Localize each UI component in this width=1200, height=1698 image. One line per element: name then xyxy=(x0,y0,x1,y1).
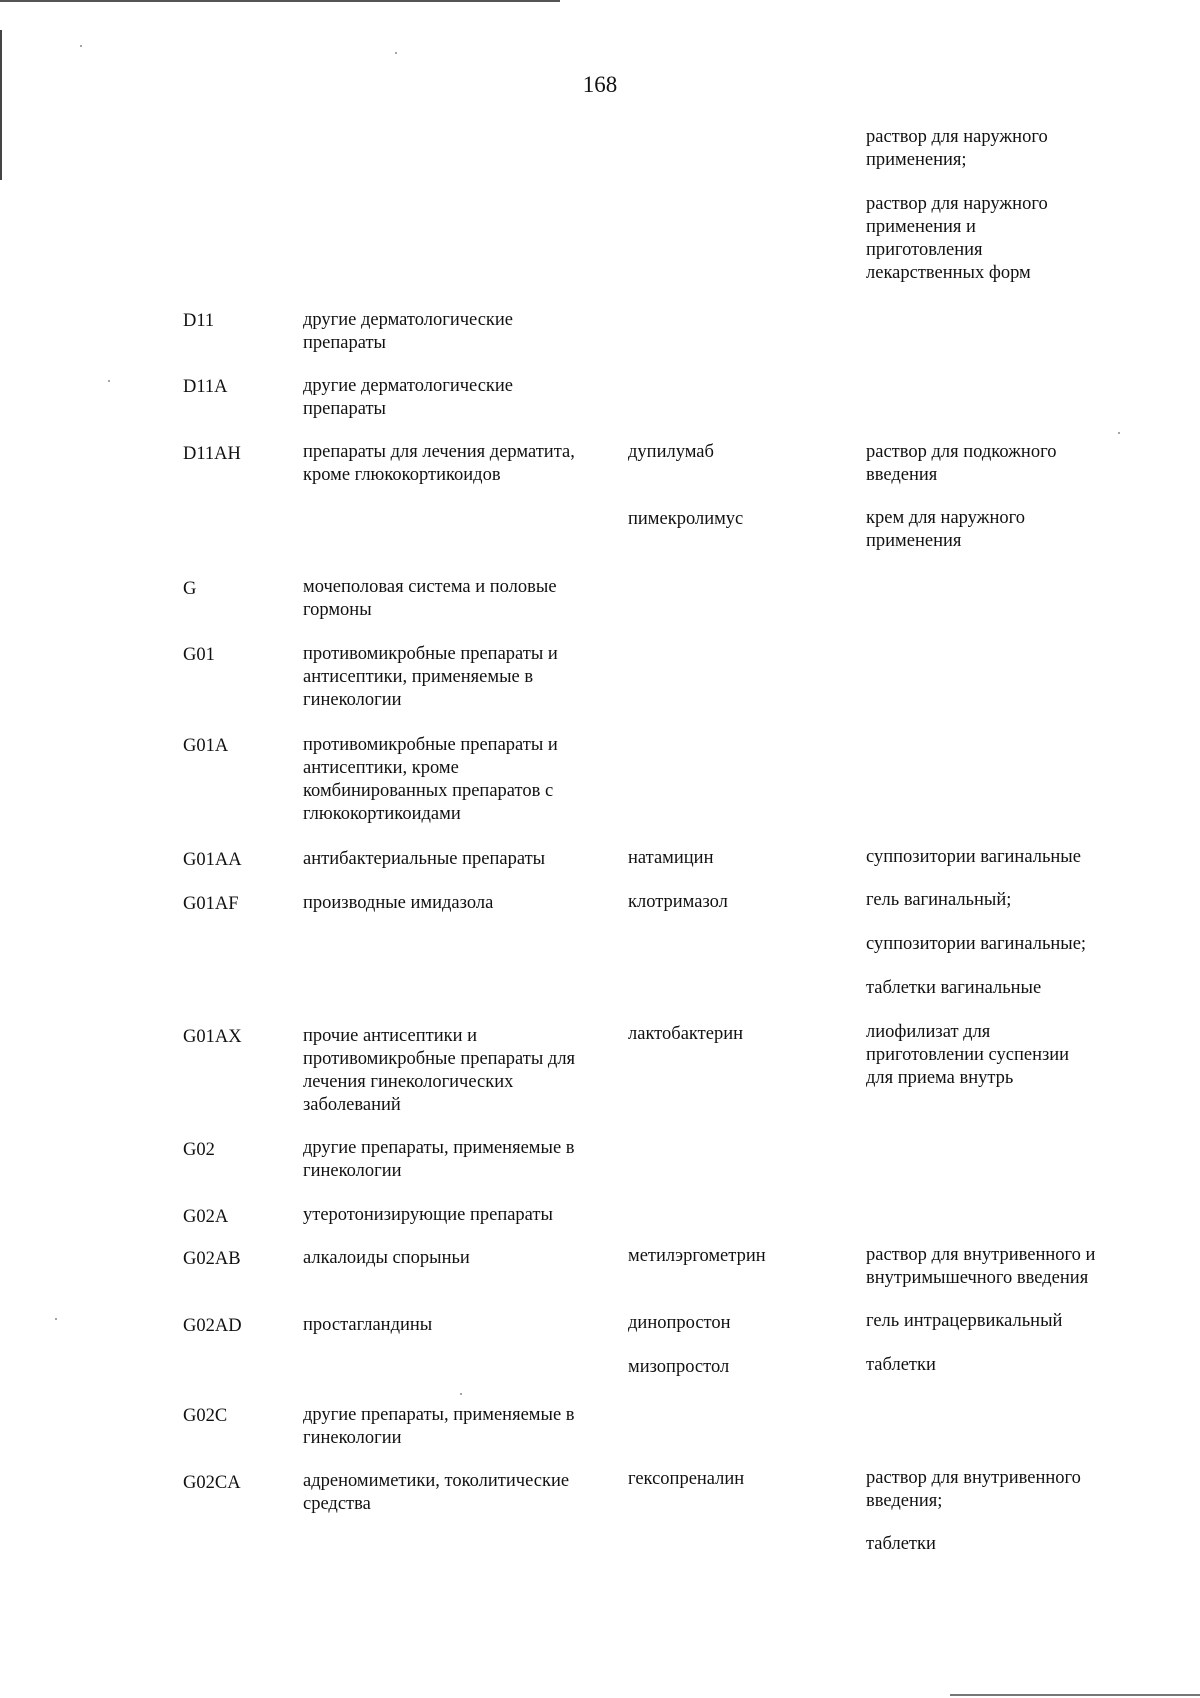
drug-name: метилэргометрин xyxy=(628,1246,766,1266)
atc-code: D11AH xyxy=(183,444,241,464)
atc-description: производные имидазола xyxy=(303,893,494,913)
atc-code: G02C xyxy=(183,1406,228,1426)
atc-code: G01AF xyxy=(183,894,239,914)
scan-speck xyxy=(55,1318,57,1320)
atc-description: адреномиметики, токолитические средства xyxy=(303,1471,570,1514)
dosage-form: суппозитории вагинальные; xyxy=(866,934,1087,954)
scan-edge-top xyxy=(0,0,560,2)
drug-name: гексопреналин xyxy=(628,1469,745,1489)
drug-name: лактобактерин xyxy=(628,1024,743,1044)
atc-description: другие препараты, применяемые в гинекологии xyxy=(303,1405,575,1448)
dosage-form: раствор для внутривенного введения; xyxy=(866,1468,1081,1511)
atc-code: G02AB xyxy=(183,1249,241,1269)
dosage-form: таблетки вагинальные xyxy=(866,978,1042,998)
scan-speck xyxy=(395,52,397,54)
atc-description: мочеполовая система и половые гормоны xyxy=(303,577,557,620)
drug-name: пимекролимус xyxy=(628,509,744,529)
dosage-form: крем для наружного применения xyxy=(866,508,1025,551)
dosage-form: раствор для наружного применения; xyxy=(866,127,1048,170)
dosage-form: раствор для наружного применения и приготовления лекарственных форм xyxy=(866,194,1048,283)
atc-description: противомикробные препараты и антисептики, кроме комбинированных препаратов с глюкокортикоидами xyxy=(303,735,558,824)
atc-code: G01 xyxy=(183,645,215,665)
atc-code: G01A xyxy=(183,736,229,756)
atc-description: противомикробные препараты и антисептики, применяемые в гинекологии xyxy=(303,644,558,710)
dosage-form: суппозитории вагинальные xyxy=(866,847,1081,867)
dosage-form: гель интрацервикальный xyxy=(866,1311,1063,1331)
page-number: 168 xyxy=(582,72,618,97)
atc-code: D11A xyxy=(183,377,228,397)
atc-description: другие препараты, применяемые в гинекологии xyxy=(303,1138,575,1181)
drug-name: динопростон xyxy=(628,1313,731,1333)
atc-code: D11 xyxy=(183,311,215,331)
atc-description: антибактериальные препараты xyxy=(303,849,546,869)
scan-speck xyxy=(1118,432,1120,434)
scan-speck xyxy=(460,1393,462,1395)
atc-code: G01AX xyxy=(183,1027,242,1047)
atc-description: утеротонизирующие препараты xyxy=(303,1205,553,1225)
dosage-form: таблетки xyxy=(866,1355,936,1375)
drug-name: клотримазол xyxy=(628,892,728,912)
atc-description: простагландины xyxy=(303,1315,433,1335)
dosage-form: таблетки xyxy=(866,1534,936,1554)
atc-description: прочие антисептики и противомикробные препараты для лечения гинекологических заболеваний xyxy=(303,1026,576,1115)
dosage-form: лиофилизат для приготовлении суспензии для приема внутрь xyxy=(866,1022,1070,1088)
dosage-form: гель вагинальный; xyxy=(866,890,1012,910)
atc-code: G02AD xyxy=(183,1316,242,1336)
drug-name: натамицин xyxy=(628,848,714,868)
atc-description: алкалоиды спорыньи xyxy=(303,1248,470,1268)
atc-code: G xyxy=(183,579,197,599)
dosage-form: раствор для подкожного введения xyxy=(866,442,1057,485)
atc-code: G02A xyxy=(183,1207,229,1227)
atc-code: G02CA xyxy=(183,1473,241,1493)
scan-edge-bottom xyxy=(950,1694,1200,1696)
scan-edge-left xyxy=(0,30,2,180)
drug-name: дупилумаб xyxy=(628,442,714,462)
atc-description: другие дерматологические препараты xyxy=(303,310,514,353)
atc-code: G01AA xyxy=(183,850,242,870)
scan-speck xyxy=(108,380,110,382)
scan-speck xyxy=(80,45,82,47)
atc-description: препараты для лечения дерматита, кроме глюкокортикоидов xyxy=(303,442,575,485)
dosage-form: раствор для внутривенного и внутримышечного введения xyxy=(866,1245,1096,1288)
atc-code: G02 xyxy=(183,1140,215,1160)
drug-name: мизопростол xyxy=(628,1357,730,1377)
atc-description: другие дерматологические препараты xyxy=(303,376,514,419)
